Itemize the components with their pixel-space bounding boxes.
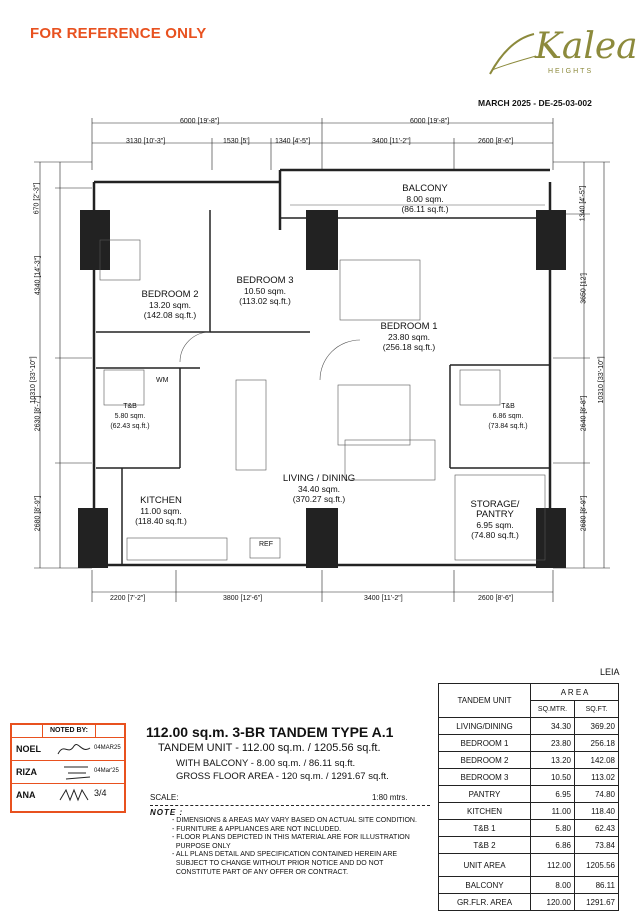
logo-text: Kalea <box>535 26 638 67</box>
noted-by-row: ANA 3/4 <box>12 783 124 807</box>
note-label: NOTE : <box>150 808 184 817</box>
note-item: - FURNITURE & APPLIANCES ARE NOT INCLUDED. <box>172 825 342 833</box>
unit-title: 112.00 sq.m. 3-BR TANDEM TYPE A.1 <box>146 724 394 740</box>
noted-by-header: NOTED BY: <box>42 724 96 738</box>
tandem-area: TANDEM UNIT - 112.00 sq.m. / 1205.56 sq.ft. <box>158 742 381 754</box>
dim-right-seg: 2680 [8'-9"] <box>580 495 588 532</box>
signature-icon <box>56 740 92 758</box>
room-balcony: BALCONY 8.00 sqm. (86.11 sq.ft.) <box>401 183 449 214</box>
scale-label: SCALE: <box>150 793 179 802</box>
dim-top-seg: 1340 [4'-5"] <box>275 138 311 145</box>
notes-list <box>172 817 442 877</box>
noted-by-row: RIZA 04Mar'25 <box>12 760 124 784</box>
table-row: BEDROOM 2 13.20 142.08 <box>439 752 619 769</box>
logo-flourish-icon <box>482 30 542 80</box>
dim-top-overall-right: 6000 [19'-8"] <box>410 118 450 125</box>
note-item: - FLOOR PLANS DEPICTED IN THIS MATERIAL ARE FOR ILLUSTRATION <box>172 834 410 842</box>
col-unit: TANDEM UNIT <box>439 684 531 718</box>
dim-top-overall-left: 6000 [19'-8"] <box>180 118 220 125</box>
signature-icon <box>58 786 92 804</box>
note-item: - ALL PLANS DETAIL AND SPECIFICATION CONTAINED HEREIN ARE <box>172 851 398 859</box>
note-item: - DIMENSIONS & AREAS MAY VARY BASED ON ACTUAL SITE CONDITION. <box>172 817 417 824</box>
dim-top-seg: 3130 [10'-3"] <box>126 138 166 145</box>
divider <box>150 805 430 806</box>
reference-label: FOR REFERENCE ONLY <box>30 25 207 42</box>
signature-icon <box>62 763 92 781</box>
dim-left-seg: 2680 [8'-9"] <box>34 495 42 532</box>
ref-label: REF <box>259 541 273 548</box>
table-row: BALCONY 8.00 86.11 <box>439 877 619 894</box>
dim-top-seg: 1530 [5'] <box>223 138 250 145</box>
dim-bottom-seg: 2200 [7'-2"] <box>110 595 146 602</box>
note-item: SUBJECT TO CHANGE WITHOUT PRIOR NOTICE AND DO NOT <box>172 859 384 867</box>
scale-value: 1:80 mtrs. <box>372 793 408 802</box>
noted-by-row: NOEL 04MAR25 <box>12 737 124 761</box>
table-row: GR.FLR. AREA 120.00 1291.67 <box>439 894 619 911</box>
date-code: MARCH 2025 - DE-25-03-002 <box>478 98 592 108</box>
room-tb-left: T&B 5.80 sqm. (62.43 sq.ft.) <box>110 403 150 430</box>
table-row: LIVING/DINING 34.30 369.20 <box>439 718 619 735</box>
table-row: KITCHEN 11.00 118.40 <box>439 803 619 820</box>
logo-subtext: HEIGHTS <box>548 68 594 75</box>
floor-plan <box>0 110 640 620</box>
room-storage: STORAGE/ PANTRY 6.95 sqm. (74.80 sq.ft.) <box>470 499 520 540</box>
dim-left-seg: 670 [2'-3"] <box>33 182 41 215</box>
dim-right-seg: 1340 [4'-5"] <box>579 185 587 222</box>
room-bedroom2: BEDROOM 2 13.20 sqm. (142.08 sq.ft.) <box>141 289 199 320</box>
table-row: BEDROOM 1 23.80 256.18 <box>439 735 619 752</box>
table-row: T&B 2 6.86 73.84 <box>439 837 619 854</box>
balcony-area: WITH BALCONY - 8.00 sq.m. / 86.11 sq.ft. <box>176 758 356 769</box>
gross-area: GROSS FLOOR AREA - 120 sq.m. / 1291.67 sq.ft. <box>176 771 389 782</box>
room-tb-right: T&B 6.86 sqm. (73.84 sq.ft.) <box>488 403 528 430</box>
room-bedroom3: BEDROOM 3 10.50 sqm. (113.02 sq.ft.) <box>236 275 294 306</box>
dim-bottom-seg: 3800 [12'-6"] <box>223 595 263 602</box>
dim-bottom-seg: 3400 [11'-2"] <box>364 595 403 602</box>
dim-left-seg: 4340 [14'-3"] <box>34 255 42 296</box>
dim-bottom-seg: 2600 [8'-6"] <box>478 595 514 602</box>
dim-left-seg: 2630 [8'-7"] <box>34 395 42 432</box>
dim-top-seg: 2600 [8'-6"] <box>478 138 514 145</box>
dim-right-seg: 2640 [8'-8"] <box>580 395 588 432</box>
dim-top-seg: 3400 [11'-2"] <box>372 138 411 145</box>
noted-by-box <box>10 723 126 813</box>
table-row: T&B 1 5.80 62.43 <box>439 820 619 837</box>
dim-left-overall: 10310 [33'-10"] <box>30 356 37 404</box>
col-sqft: SQ.FT. <box>575 701 619 718</box>
room-living: LIVING / DINING 34.40 sqm. (370.27 sq.ft.) <box>282 473 356 504</box>
col-area: A R E A <box>531 684 619 701</box>
wm-label: WM <box>156 377 169 384</box>
area-table <box>438 683 619 911</box>
dim-right-overall: 10310 [33'-10"] <box>598 356 605 404</box>
room-bedroom1: BEDROOM 1 23.80 sqm. (256.18 sq.ft.) <box>380 321 438 352</box>
table-row: PANTRY 6.95 74.80 <box>439 786 619 803</box>
col-sqm: SQ.MTR. <box>531 701 575 718</box>
table-row: UNIT AREA 112.00 1205.56 <box>439 854 619 877</box>
dim-right-seg: 3650 [12'] <box>580 273 588 304</box>
room-kitchen: KITCHEN 11.00 sqm. (118.40 sq.ft.) <box>135 495 187 526</box>
table-caption: LEIA <box>600 667 620 677</box>
table-row: BEDROOM 3 10.50 113.02 <box>439 769 619 786</box>
note-item: PURPOSE ONLY <box>172 842 231 850</box>
note-item: CONSTITUTE PART OF ANY OFFER OR CONTRACT. <box>172 868 349 876</box>
